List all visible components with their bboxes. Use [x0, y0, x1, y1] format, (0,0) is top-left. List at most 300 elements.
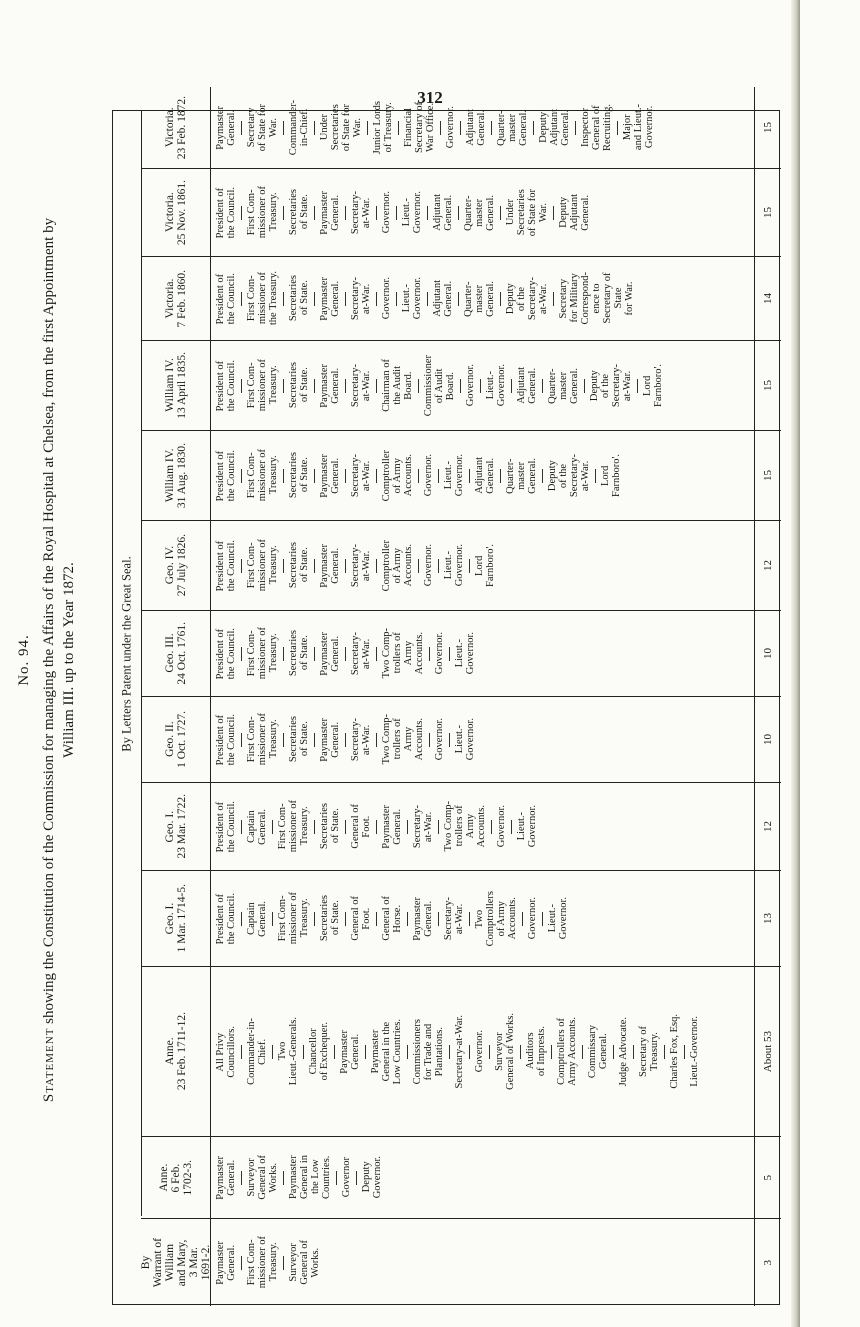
period-header-line: 3 Mar. — [187, 1247, 200, 1278]
office-line: of State. — [330, 901, 341, 936]
office-entry — [465, 109, 487, 146]
office-list — [211, 257, 755, 340]
office-list — [211, 87, 755, 168]
office-entry — [618, 1017, 629, 1086]
office-line: master — [516, 461, 527, 490]
office-line: of State for — [257, 103, 268, 152]
office-line: General. — [330, 280, 341, 317]
office-entry — [412, 897, 434, 941]
office-entry — [350, 277, 372, 320]
office-list — [211, 169, 755, 256]
office-separator — [314, 379, 315, 393]
office-line: Governor. — [465, 632, 476, 675]
office-entry — [463, 281, 496, 317]
office-entry — [246, 359, 279, 411]
office-list — [211, 697, 755, 782]
office-line: of State. — [299, 195, 310, 230]
period-header-text — [164, 534, 188, 596]
office-separator — [542, 912, 543, 926]
office-line: Commissioner — [423, 354, 434, 417]
office-line: General. — [485, 280, 496, 317]
office-entry — [246, 449, 279, 501]
office-line: missioner of — [257, 539, 268, 592]
office-entry — [381, 896, 403, 941]
office-separator — [469, 469, 470, 483]
office-line: the Council. — [226, 539, 237, 592]
office-entry — [587, 1025, 609, 1078]
period-column — [141, 430, 781, 520]
period-total-value: 15 — [762, 207, 774, 218]
office-list — [211, 341, 755, 430]
office-line: All Privy — [215, 1032, 226, 1071]
office-entry — [288, 189, 310, 235]
period-header-line: 1 Mar. 1714-5. — [175, 884, 188, 953]
office-line: Farnboro'. — [485, 543, 496, 587]
period-header — [141, 341, 211, 430]
office-line: Quarter- — [505, 457, 516, 494]
office-line: Deputy — [538, 112, 549, 143]
office-line: Paymaster — [319, 276, 330, 321]
office-list — [211, 783, 755, 870]
office-entry — [463, 195, 496, 231]
title-line-2: William III. up to the Year 1872. — [61, 562, 77, 758]
period-column — [141, 1136, 781, 1218]
office-line: First Com- — [246, 630, 257, 677]
office-line: Chancellor — [308, 1028, 319, 1075]
office-line: Correspond- — [580, 272, 591, 325]
office-line: master — [474, 284, 485, 313]
period-column — [141, 168, 781, 256]
period-header-text — [158, 1160, 194, 1195]
office-line: master — [474, 198, 485, 227]
office-line: General. — [527, 457, 538, 494]
office-separator — [491, 121, 492, 135]
office-line: Secretary- — [350, 276, 361, 321]
office-line: Board. — [445, 371, 456, 400]
period-header-line: Warrant of — [151, 1237, 164, 1288]
office-separator — [376, 647, 377, 661]
office-entry — [277, 800, 310, 852]
patent-header: By Letters Patent under the Great Seal. — [119, 556, 134, 752]
office-separator — [449, 1045, 450, 1059]
office-line: General. — [330, 721, 341, 758]
office-entry — [580, 104, 613, 151]
office-line: the Council. — [226, 359, 237, 412]
office-line: Plantations. — [434, 1026, 445, 1077]
period-header-text — [164, 443, 188, 508]
office-line: General. — [392, 808, 403, 845]
period-total-value: 14 — [762, 293, 774, 304]
office-line: Governor. — [381, 191, 392, 234]
office-separator — [336, 1171, 337, 1185]
office-line: Governor. — [454, 544, 465, 587]
period-header-text — [164, 270, 188, 328]
office-line: General. — [485, 457, 496, 494]
period-header-line: Victoria. — [163, 278, 176, 319]
office-line: of State. — [299, 636, 310, 671]
period-header-line: and Mary, — [175, 1239, 188, 1286]
office-line: Paymaster — [319, 543, 330, 588]
period-header-line: 23 Feb. 1711-12. — [175, 1012, 188, 1091]
office-entry — [277, 892, 310, 944]
period-header-line: Victoria. — [163, 107, 176, 148]
period-header-line: 1691-2. — [199, 1244, 212, 1281]
office-line: Junior Lords — [372, 100, 383, 155]
office-line: of State for — [527, 188, 538, 237]
office-entry — [443, 897, 465, 940]
office-line: Accounts. — [414, 718, 425, 761]
office-list — [211, 967, 755, 1136]
office-entry — [454, 632, 476, 674]
office-line: missioner of — [288, 892, 299, 945]
office-separator — [429, 733, 430, 747]
office-separator — [314, 469, 315, 483]
office-line: General of — [299, 1240, 310, 1285]
office-separator — [241, 820, 242, 834]
office-separator — [438, 820, 439, 834]
office-line: Secretaries — [288, 542, 299, 589]
office-separator — [314, 912, 315, 926]
office-line: and Lieut.- — [633, 104, 644, 151]
office-line: at-War. — [361, 197, 372, 228]
period-total — [755, 87, 781, 168]
office-separator — [418, 469, 419, 483]
office-separator — [575, 121, 576, 135]
office-line: First Com- — [246, 189, 257, 236]
office-line: Commissary — [587, 1024, 598, 1079]
office-entry — [372, 101, 394, 154]
office-entry — [412, 805, 434, 848]
office-line: the Council. — [226, 713, 237, 766]
office-entry — [556, 1017, 578, 1086]
office-line: Adjutant — [474, 457, 485, 494]
office-line: missioner of — [257, 449, 268, 502]
period-header-line: 31 Aug. 1830. — [175, 442, 188, 509]
office-line: Governor. — [381, 277, 392, 320]
period-total-value: 15 — [762, 380, 774, 391]
period-header-text — [164, 884, 188, 952]
office-separator — [438, 912, 439, 926]
office-line: Deputy — [361, 1162, 372, 1193]
period-column — [141, 520, 781, 610]
office-line: Deputy — [505, 283, 516, 314]
office-entry — [288, 630, 310, 676]
office-line: of Exchequer. — [319, 1022, 330, 1081]
office-separator — [522, 912, 523, 926]
office-entry — [246, 809, 268, 845]
office-line: War. — [268, 117, 279, 138]
office-entry — [246, 1018, 268, 1085]
title-line-1: showing the Constitution of the Commission for managing the Affairs of the Royal Hospital at Chelsea, from the first Appointment by — [41, 217, 57, 1024]
period-header-line: 13 April 1835. — [175, 352, 188, 419]
office-line: State — [613, 288, 624, 309]
office-line: Captain — [246, 810, 257, 843]
office-separator — [241, 647, 242, 661]
period-total-value: 12 — [762, 821, 774, 832]
office-separator — [283, 379, 284, 393]
office-line: Adjutant — [432, 194, 443, 231]
office-line: of State. — [299, 722, 310, 757]
office-line: Adjutant — [516, 367, 527, 404]
office-line: Paymaster — [339, 1029, 350, 1074]
office-line: Paymaster — [370, 1029, 381, 1074]
office-entry — [319, 191, 341, 235]
period-column — [141, 256, 781, 340]
office-separator — [418, 559, 419, 573]
office-entry — [288, 542, 310, 588]
office-separator — [542, 469, 543, 483]
office-entry — [246, 1155, 279, 1200]
office-line: Accounts. — [403, 454, 414, 497]
title-prefix: Statement — [41, 1027, 57, 1103]
office-line: General. — [560, 109, 571, 146]
heading-rotated — [16, 110, 79, 1210]
office-entry — [401, 277, 423, 319]
office-separator — [407, 912, 408, 926]
office-line: General. — [580, 194, 591, 231]
office-line: at-War. — [361, 370, 372, 401]
office-line: Under — [319, 114, 330, 141]
office-line: Treasury. — [268, 456, 279, 495]
office-line: Treasury. — [268, 193, 279, 232]
office-line: of the — [600, 373, 611, 398]
office-entry — [505, 189, 549, 236]
period-header-text — [164, 1012, 188, 1090]
office-separator — [356, 1171, 357, 1185]
period-total — [755, 257, 781, 340]
office-separator — [241, 206, 242, 220]
office-line: for War. — [624, 281, 635, 316]
office-entry — [246, 627, 279, 679]
office-line: War Office. — [425, 102, 436, 153]
office-separator — [613, 1045, 614, 1059]
office-separator — [314, 121, 315, 135]
office-line: Secretary- — [350, 190, 361, 235]
patent-header-cell — [113, 111, 142, 1216]
office-line: General in the — [381, 1021, 392, 1082]
office-separator — [376, 733, 377, 747]
office-line: of State. — [299, 281, 310, 316]
office-line: Auditors — [525, 1033, 536, 1070]
office-separator — [553, 292, 554, 306]
office-entry — [558, 194, 591, 231]
office-line: Lieut.- — [443, 461, 454, 490]
office-entry — [215, 714, 237, 765]
office-entry — [215, 187, 237, 238]
office-separator — [584, 379, 585, 393]
office-line: Quarter- — [463, 194, 474, 231]
period-header-text — [164, 352, 188, 419]
office-separator — [553, 206, 554, 220]
office-entry — [423, 454, 434, 496]
period-header-line: 7 Feb. 1860. — [175, 269, 188, 328]
office-entry — [246, 104, 279, 151]
office-line: Commander-in- — [246, 1018, 257, 1085]
period-total — [755, 967, 781, 1136]
period-header — [141, 1219, 211, 1306]
office-line: the Council. — [226, 272, 237, 325]
office-line: General. — [598, 1033, 609, 1070]
office-entry — [474, 457, 496, 494]
office-separator — [664, 1045, 665, 1059]
office-line: Two — [474, 909, 485, 928]
office-line: the Council. — [226, 627, 237, 680]
office-line: General of — [591, 105, 602, 150]
office-entry — [538, 109, 571, 146]
office-separator — [427, 206, 428, 220]
office-line: Two Comp- — [381, 714, 392, 765]
office-line: Lieut.- — [547, 904, 558, 933]
office-line: Secretaries — [288, 275, 299, 322]
office-line: for Trade and — [423, 1023, 434, 1080]
period-column — [141, 870, 781, 966]
office-line: Surveyor — [246, 1158, 257, 1197]
period-total — [755, 697, 781, 782]
office-line: President of — [215, 360, 226, 411]
office-line: the Audit — [392, 366, 403, 405]
office-entry — [443, 801, 487, 851]
office-line: Secretaries — [319, 803, 330, 850]
office-entry — [246, 539, 279, 591]
office-entry — [215, 106, 237, 150]
office-line: Governor. — [465, 718, 476, 761]
office-line: Governor. — [412, 277, 423, 320]
office-line: Army Accounts. — [567, 1017, 578, 1086]
office-entry — [319, 364, 341, 408]
office-line: Comptroller — [381, 539, 392, 592]
office-line: Major — [622, 114, 633, 141]
period-header-line: Geo. IV. — [163, 546, 176, 585]
office-line: Deputy — [558, 197, 569, 228]
office-line: Financial — [403, 107, 414, 148]
office-line: Adjutant — [549, 109, 560, 146]
office-separator — [241, 469, 242, 483]
office-separator — [272, 1045, 273, 1059]
office-separator — [241, 1171, 242, 1185]
office-entry — [319, 718, 341, 762]
office-line: the Treasury. — [268, 271, 279, 326]
office-line: Treasury. — [268, 1243, 279, 1282]
office-separator — [283, 1256, 284, 1270]
office-separator — [460, 379, 461, 393]
office-entry — [288, 1155, 332, 1199]
period-total — [755, 431, 781, 520]
office-line: of Audit — [434, 368, 445, 403]
office-line: missioner of — [257, 627, 268, 680]
period-total-value: 5 — [762, 1174, 774, 1181]
office-line: Secretary — [558, 278, 569, 319]
office-line: Paymaster — [412, 896, 423, 941]
office-line: General. — [518, 109, 529, 146]
office-line: Lieut.- — [401, 198, 412, 227]
period-total-value: About 53 — [762, 1030, 774, 1073]
office-line: Paymaster — [319, 631, 330, 676]
office-separator — [241, 121, 242, 135]
office-line: Governor. — [527, 897, 538, 940]
period-total — [755, 871, 781, 966]
office-line: Secretaries — [319, 895, 330, 942]
office-separator — [345, 820, 346, 834]
period-header-line: Geo. II. — [163, 721, 176, 758]
office-line: of Army — [392, 457, 403, 494]
office-entry — [319, 544, 341, 588]
office-separator — [469, 1045, 470, 1059]
office-entry — [432, 194, 454, 231]
office-line: Lieut.- — [485, 371, 496, 400]
office-line: the Low — [310, 1160, 321, 1195]
office-separator — [637, 379, 638, 393]
office-line: Governor. — [445, 106, 456, 149]
office-line: First Com- — [246, 542, 257, 589]
period-header-line: 24 Oct. 1761. — [175, 622, 188, 685]
office-entry — [215, 360, 237, 411]
office-separator — [595, 469, 596, 483]
office-line: Paymaster — [215, 1240, 226, 1285]
office-entry — [215, 1241, 237, 1285]
office-line: First Com- — [277, 895, 288, 942]
office-entry — [381, 359, 414, 412]
office-line: Works. — [310, 1247, 321, 1278]
office-entry — [445, 106, 456, 148]
office-line: First Com- — [246, 716, 257, 763]
office-line: Governor. — [372, 1156, 383, 1199]
office-line: Lord — [642, 375, 653, 396]
office-separator — [458, 292, 459, 306]
office-line: Treasury. — [268, 546, 279, 585]
office-entry — [516, 367, 538, 404]
office-line: First Com- — [277, 803, 288, 850]
office-line: Paymaster — [319, 363, 330, 408]
office-entry — [215, 801, 237, 852]
office-line: General of — [350, 896, 361, 941]
period-header-text — [164, 794, 188, 859]
office-line: Governor. — [412, 191, 423, 234]
office-line: Lieut.- — [454, 639, 465, 668]
office-line: the Council. — [226, 186, 237, 239]
office-line: Works. — [268, 1162, 279, 1193]
office-entry — [246, 186, 279, 238]
office-separator — [376, 206, 377, 220]
office-line: at-War. — [361, 283, 372, 314]
period-total — [755, 1219, 781, 1306]
office-line: Army — [403, 727, 414, 752]
office-entry — [547, 368, 580, 404]
office-entry — [350, 364, 372, 407]
office-line: President of — [215, 801, 226, 852]
office-entry — [589, 364, 633, 407]
office-entry — [319, 277, 341, 321]
period-header-text — [140, 1238, 212, 1287]
office-entry — [215, 450, 237, 501]
office-line: Governor. — [434, 718, 445, 761]
office-line: Accounts. — [476, 805, 487, 848]
period-header — [141, 783, 211, 870]
office-line: at-War. — [580, 460, 591, 491]
office-line: Secretary- — [569, 453, 580, 498]
office-line: Adjutant — [465, 109, 476, 146]
office-line: Captain — [246, 902, 257, 935]
office-line: Lieut.- — [516, 812, 527, 841]
office-line: Countries. — [321, 1155, 332, 1200]
period-total — [755, 783, 781, 870]
period-header-line: William IV. — [163, 448, 176, 503]
office-line: General. — [485, 194, 496, 231]
office-separator — [365, 1045, 366, 1059]
office-line: General. — [569, 367, 580, 404]
office-line: President of — [215, 893, 226, 944]
office-line: Secretary of — [638, 1025, 649, 1077]
office-line: Accounts. — [507, 897, 518, 940]
